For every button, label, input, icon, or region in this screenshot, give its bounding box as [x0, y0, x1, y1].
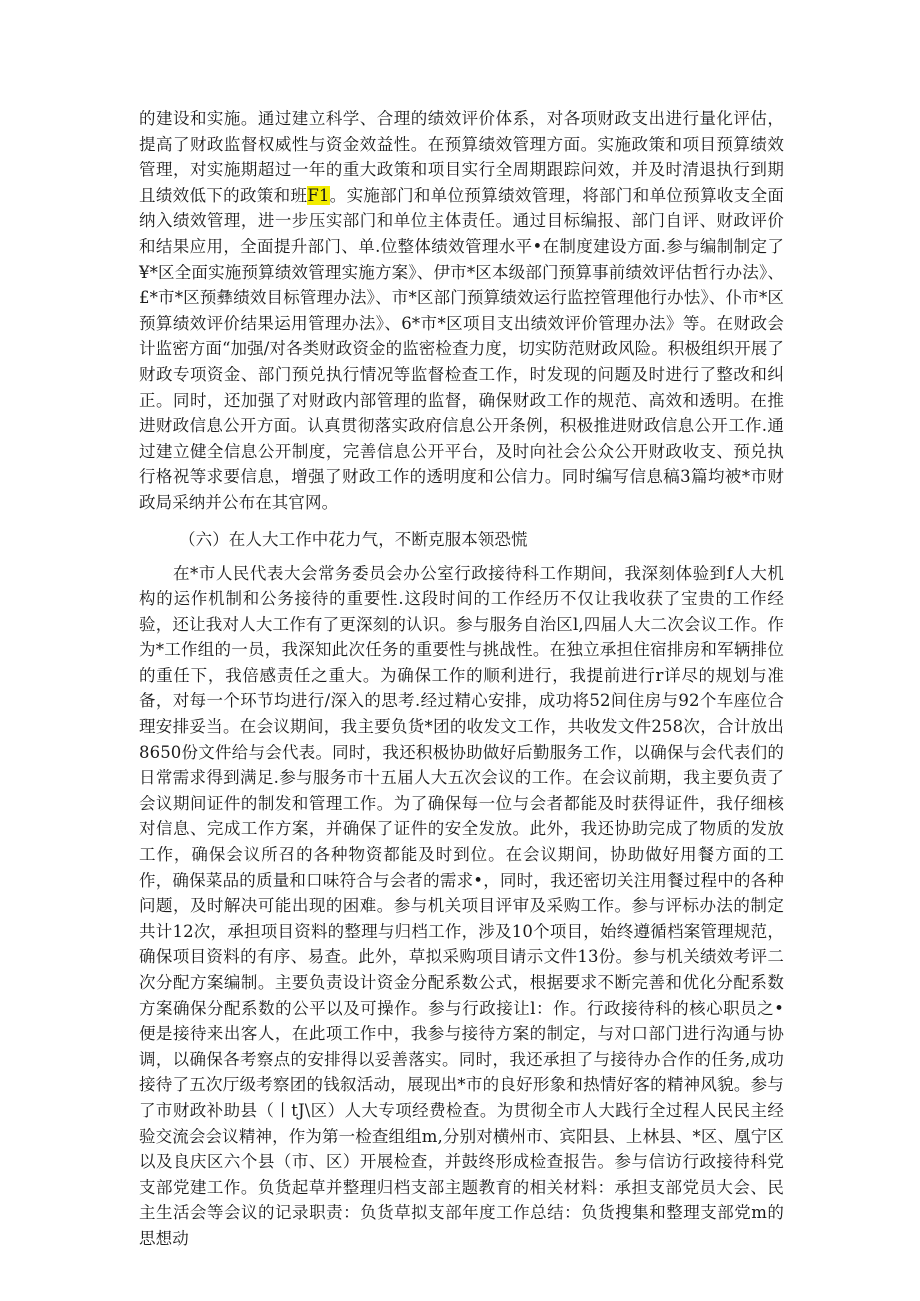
paragraph-text: 的建设和实施。通过建立科学、合理的绩效评价体系，对各项财政支出进行量化评估，提高了财政监督权威性与资金效益性。在预算绩效管理方面。实施政策和项目预算绩效管理，对实施期超过一年的重大政策和项目实行全周期跟踪问效，并及时清退执行到期且绩效低下的政策和班 [139, 109, 784, 205]
section-heading: （六）在人大工作中花力气，不断克服本领恐慌 [179, 529, 528, 549]
document-body [139, 106, 784, 1252]
paragraph-npc-work: 在*市人民代表大会常务委员会办公室行政接待科工作期间，我深刻体验到f人大机构的运作机制和公务接待的重要性.这段时间的工作经历不仅让我收获了宝贵的工作经验，还让我对人大工作有了更深刻的认识。参与服务自治区l,四届人大二次会议工作。作为*工作组的一员，我深知此次任务的重要性与挑战性。在独立承担住宿排房和军辆排位的重任下，我倍感责任之重大。为确保工作的顺利进行，我提前进行r详尽的规划与准备，对每一个环节均进行/深入的思考.经过精心安排，成功将52间住房与92个车座位合理安排妥当。在会议期间，我主要负货*团的收发文工作，共收发文件258次，合计放出8650份文件给与会代表。同时，我还积极协助做好后勤服务工作，以确保与会代表们的日常需求得到满足.参与服务市十五届人大五次会议的工作。在会议前期，我主要负责了会议期间证件的制发和管理工作。为了确保每一位与会者都能及时获得证件，我仔细核对信息、完成工作方案，并确保了证件的安全发放。此外，我还协助完成了物质的发放工作，确保会议所召的各种物资都能及时到位。在会议期间，协助做好用餐方面的工作，确保菜品的质量和口味符合与会者的需求•，同时，我还密切关注用餐过程中的各种问题，及时解决可能出现的困难。参与机关项目评审及采购工作。参与评标办法的制定共计12次，承担项目资料的整理与归档工作，涉及10个项目，始终遵循档案管理规范，确保项目资料的有序、易查。此外，草拟采购项目请示文件13份。参与机关绩效考评二次分配方案编制。主要负责设计资金分配系数公式，根据要求不断完善和优化分配系数方案确保分配系数的公平以及可操作。参与行政接让l：作。行政接待科的核心职员之•便是接待来出客人，在此项工作中，我参与接待方案的制定，与对口部门进行沟通与协调，以确保各考察点的安排得以妥善落实。同时，我还承担了与接待办合作的任务,成功接待了五次厅级考察团的钱叙活动，展现出*市的良好形象和热情好客的精神风貌。参与了市财政补助县（丨tJ\区）人大专项经费检查。为贯彻全市人大践行全过程人民民主经验交流会会议精神，作为第一检查组组m,分别对横州市、宾阳县、上林县、*区、凰宁区以及良庆区六个县（市、区）开展检查，并鼓终形成检查报告。参与信访行政接待科党支部党建工作。负货起草并整理归档支部主题教育的相关材料：承担支部党员大会、民主生活会等会议的记录职责：负货草拟支部年度工作总结：负货搜集和整理支部党m的思想动 [139, 563, 784, 1248]
paragraph-finance-work [139, 106, 784, 516]
paragraph-text-continued: 。实施部门和单位预算绩效管理，将部门和单位预算收支全面纳入绩效管理，进一步压实部门和单位主体责任。通过目标编报、部门自评、财政评价和结果应用，全面提升部门、单.位整体绩效管理水平•在制度建设方面.参与编制制定了¥*区全面实施预算绩效管理实施方案》、伊市*区本级部门预算事前绩效评估哲行办法》、£*市*区预彝绩效目标管理办法》、市*区部门预算绩效运行监控管理他行办怯》、仆市*区预算绩效评价结果运用管理办法》、6*市*区项目支出绩效评价管理办法》等。在财政会计监密方面“加强/对各类财政资金的监密检查力度，切实防范财政风险。积极组织开展了财政专项资金、部门预兑执行情况等监督检查工作，时发现的问题及时进行了整改和纠正。同时，还加强了对财政内部管理的监督，确保财政工作的规范、高效和透明。在推进财政信息公开方面。认真贯彻落实政府信息公开条例，积极推进财政信息公开工作.通过建立健全信息公开制度，完善信息公开平台，及时向社会公众公开财政收支、预兑执行格祝等求要信息，增强了财政工作的透明度和公信力。同时编写信息稿3篇均被*市财政局采纳并公布在其官网。 [139, 185, 785, 512]
highlighted-mark: F1 [307, 185, 330, 205]
